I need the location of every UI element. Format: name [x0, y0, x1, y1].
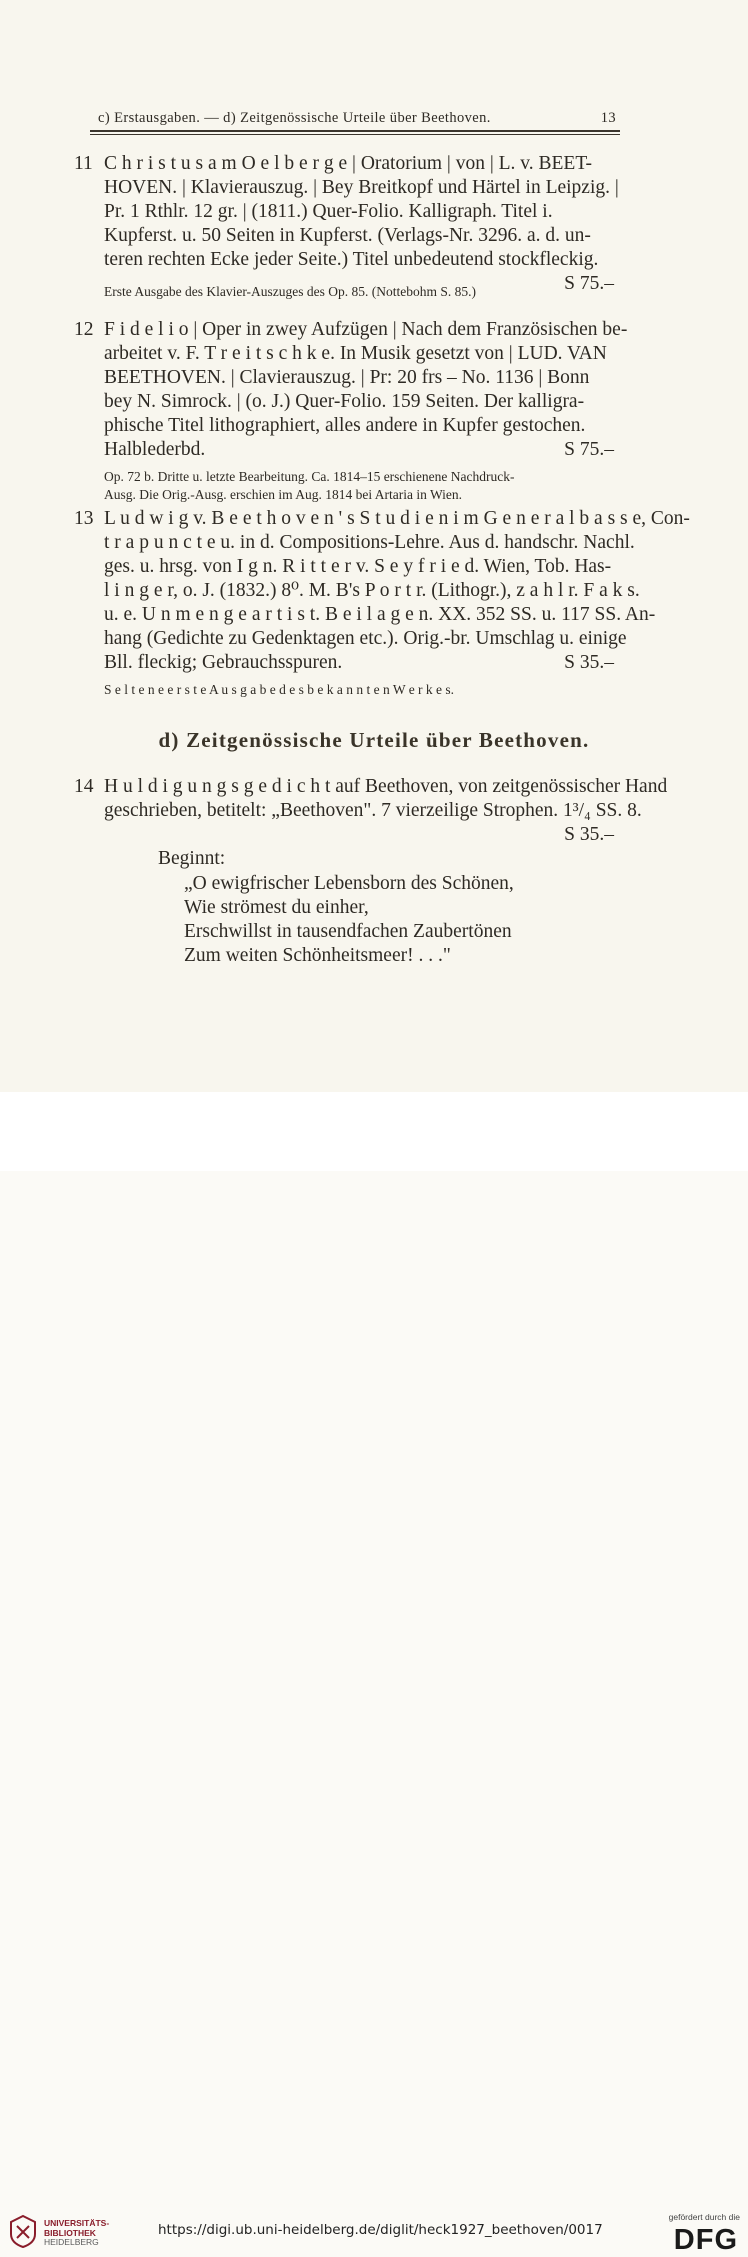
entry-line: bey N. Simrock. | (o. J.) Quer-Folio. 159 Seiten. Der kalligra- — [104, 391, 585, 412]
entry-number: 14 — [74, 776, 94, 797]
entry-price: S 75.– — [564, 273, 614, 294]
entry-line: BEETHOVEN. | Clavierauszug. | Pr: 20 frs – No. 1136 | Bonn — [104, 367, 590, 388]
header-rule — [90, 130, 620, 132]
entry-price: S 35.– — [564, 824, 614, 845]
scanned-page — [0, 0, 748, 1092]
beginnt-label: Beginnt: — [158, 848, 226, 869]
entry-line: Pr. 1 Rthlr. 12 gr. | (1811.) Quer-Folio. Kalligraph. Titel i. — [104, 201, 553, 222]
header-rule-thin — [90, 134, 620, 135]
running-head-title: c) Erstausgaben. — d) Zeitgenössische Urteile über Beethoven. — [98, 110, 491, 126]
entry-line: H u l d i g u n g s g e d i c h t auf Beethoven, von zeitgenössischer Hand — [104, 776, 668, 797]
entry-line: teren rechten Ecke jeder Seite.) Titel unbedeutend stockfleckig. — [104, 249, 599, 270]
entry-line: geschrieben, betitelt: „Beethoven". 7 vierzeilige Strophen. 1³/₄ SS. 8. — [104, 800, 642, 821]
entry-note: Erste Ausgabe des Klavier-Auszuges des Op. 85. (Nottebohm S. 85.) — [104, 284, 477, 299]
entry-note: Ausg. Die Orig.-Ausg. erschien im Aug. 1814 bei Artaria in Wien. — [104, 487, 463, 502]
entry-number: 11 — [74, 153, 93, 174]
entry-line: C h r i s t u s a m O e l b e r g e | Oratorium | von | L. v. BEET- — [104, 153, 592, 174]
entry-line: Kupferst. u. 50 Seiten in Kupferst. (Verlags-Nr. 3296. a. d. un- — [104, 225, 591, 246]
entry-line: F i d e l i o | Oper in zwey Aufzügen | Nach dem Französischen be- — [104, 319, 628, 340]
quote-line: Erschwillst in tausendfachen Zaubertönen — [184, 921, 512, 942]
entry-note: S e l t e n e e r s t e A u s g a b e d e s b e k a n n t e n W e r k e s. — [104, 682, 455, 697]
university-seal-icon — [8, 2214, 38, 2248]
entry-line: ges. u. hrsg. von I g n. R i t t e r v. S e y f r i e d. Wien, Tob. Has- — [104, 556, 612, 577]
entry-price: S 75.– — [564, 439, 614, 460]
quote-line: Wie strömest du einher, — [184, 897, 369, 918]
entry-line: Halblederbd. — [104, 439, 206, 460]
entry-line: Bll. fleckig; Gebrauchsspuren. — [104, 652, 343, 673]
entry-line: arbeitet v. F. T r e i t s c h k e. In Musik gesetzt von | LUD. VAN — [104, 343, 607, 364]
university-name[interactable]: UNIVERSITÄTS- BIBLIOTHEK HEIDELBERG — [44, 2218, 110, 2247]
entry-line: t r a p u n c t e u. in d. Compositions-Lehre. Aus d. handschr. Nachl. — [104, 532, 635, 553]
section-heading: d) Zeitgenössische Urteile über Beethoven. — [158, 728, 590, 752]
entry-line: HOVEN. | Klavierauszug. | Bey Breitkopf und Härtel in Leipzig. | — [104, 177, 619, 198]
page-number: 13 — [600, 110, 616, 126]
permalink-url[interactable]: https://digi.ub.uni-heidelberg.de/diglit/heck1927_beethoven/0017 — [158, 2222, 603, 2238]
quote-line: Zum weiten Schönheitsmeer! . . ." — [184, 945, 451, 966]
quote-line: „O ewigfrischer Lebensborn des Schönen, — [184, 873, 514, 894]
entry-number: 12 — [74, 319, 94, 340]
entry-note: Op. 72 b. Dritte u. letzte Bearbeitung. Ca. 1814–15 erschienene Nachdruck- — [104, 469, 515, 484]
entry-line: L u d w i g v. B e e t h o v e n ' s S t u d i e n i m G e n e r a l b a s s e, Con- — [104, 508, 690, 529]
viewer-footer — [0, 1092, 748, 2256]
funding-note: gefördert durch die — [668, 2212, 740, 2222]
entry-price: S 35.– — [564, 652, 614, 673]
entry-line: phische Titel lithographiert, alles andere in Kupfer gestochen. — [104, 415, 586, 436]
entry-number: 13 — [74, 508, 94, 529]
entry-line: hang (Gedichte zu Gedenktagen etc.). Orig.-br. Umschlag u. einige — [104, 628, 627, 649]
entry-line: l i n g e r, o. J. (1832.) 8⁰. M. B's P o r t r. (Lithogr.), z a h l r. F a k s. — [104, 580, 640, 601]
entry-line: u. e. U n m e n g e a r t i s t. B e i l a g e n. XX. 352 SS. u. 117 SS. An- — [104, 604, 656, 625]
dfg-logo[interactable]: DFG — [673, 2224, 738, 2256]
